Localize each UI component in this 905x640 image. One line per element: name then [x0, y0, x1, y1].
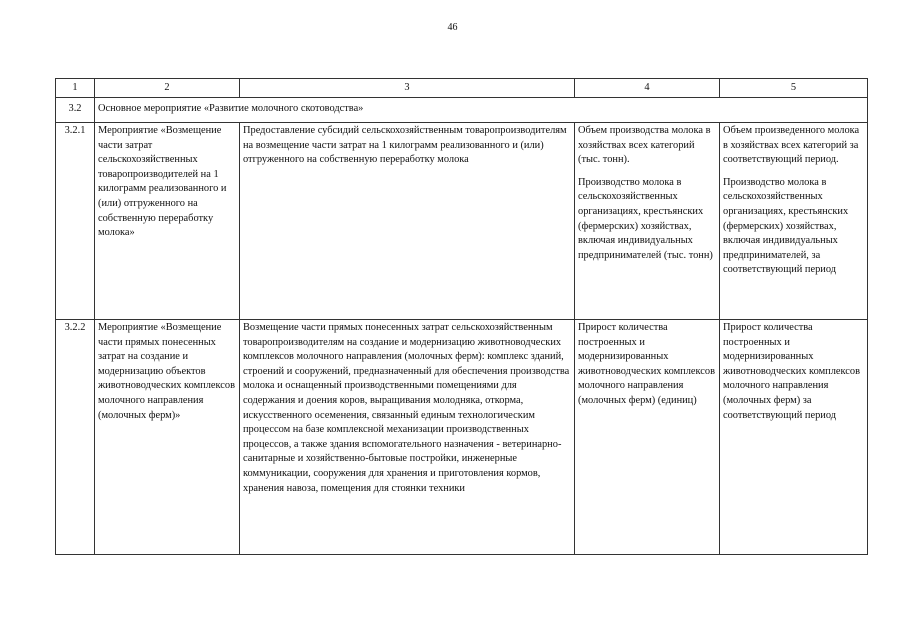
- header-cell-5: 5: [720, 79, 868, 98]
- measure-name: Мероприятие «Возмещение части затрат сельскохозяйственных товаропроизводителей на 1 килограмм реализованного и (или) отгруженного на собственную переработку молока»: [95, 123, 240, 320]
- measures-table: [55, 78, 868, 555]
- indicator-cell: [575, 320, 720, 555]
- indicator-cell: [575, 123, 720, 320]
- indicator-paragraph: Прирост количества построенных и модернизированных животноводческих комплексов молочного направления (молочных ферм) (единиц): [578, 322, 716, 406]
- table-row: [56, 123, 868, 320]
- method-paragraph: Производство молока в сельскохозяйственных организациях, крестьянских (фермерских) хозяйствах, включая индивидуальных предпринимателей, за соответствующий период: [723, 176, 849, 276]
- header-cell-3: 3: [240, 79, 575, 98]
- indicator-paragraph: Объем производства молока в хозяйствах всех категорий (тыс. тонн).: [578, 125, 711, 166]
- section-row: [56, 98, 868, 123]
- header-cell-2: 2: [95, 79, 240, 98]
- method-cell: [720, 123, 868, 320]
- method-paragraph: Объем произведенного молока в хозяйствах всех категорий за соответствующий период.: [723, 125, 860, 166]
- table-row: [56, 320, 868, 555]
- header-row: [56, 79, 868, 98]
- header-cell-4: 4: [575, 79, 720, 98]
- row-number: 3.2.1: [56, 123, 95, 320]
- indicator-paragraph: Производство молока в сельскохозяйственных организациях, крестьянских (фермерских) хозяйствах, включая индивидуальных предпринимателей (тыс. тонн): [578, 176, 713, 261]
- row-number: 3.2.2: [56, 320, 95, 555]
- measure-description: Предоставление субсидий сельскохозяйственным товаропроизводителям на возмещение части затрат на 1 килограмм реализованного и (или) отгруженного на собственную переработку молока: [240, 123, 575, 320]
- header-cell-1: 1: [56, 79, 95, 98]
- measure-description: Возмещение части прямых понесенных затрат сельскохозяйственным товаропроизводителям на создание и модернизацию животноводческих комплексов молочного направления (молочных ферм): комплекс зданий, строений и сооружений, предназначенный для обеспечения производства молока и оснащенный производственными помещениями для содержания и доения коров, выращивания молодняка, откорма, искусственного осеменения, связанный единым технологическим процессом на базе комплексной механизации производственных процессов, а также здания вспомогательного назначения - ветеринарно-санитарные и хозяйственно-бытовые постройки, инженерные коммуникации, сооружения для хранения и приготовления кормов, хранения навоза, помещения для стоянки техники: [240, 320, 575, 555]
- method-paragraph: Прирост количества построенных и модернизированных животноводческих комплексов молочного направления (молочных ферм) за соответствующий период: [723, 322, 861, 421]
- method-cell: [720, 320, 868, 555]
- measure-name: Мероприятие «Возмещение части прямых понесенных затрат на создание и модернизацию объектов животноводческих комплексов молочного направления (молочных ферм)»: [95, 320, 240, 555]
- section-number: 3.2: [56, 98, 95, 123]
- page-number: 46: [447, 22, 458, 33]
- section-title: Основное мероприятие «Развитие молочного скотоводства»: [95, 98, 868, 123]
